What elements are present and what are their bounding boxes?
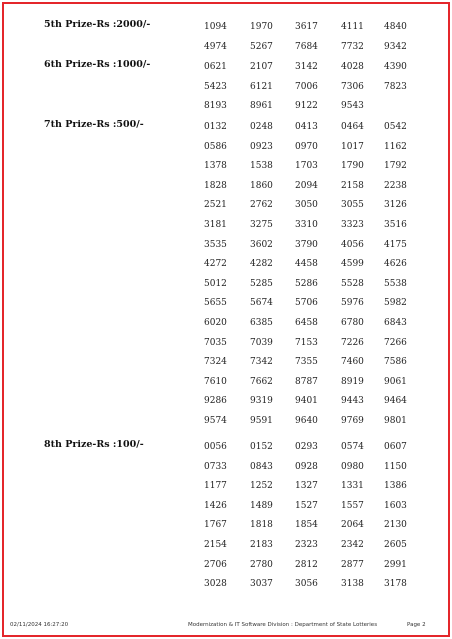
ticket-number: 0132 <box>204 122 227 132</box>
ticket-number: 5655 <box>204 298 227 309</box>
ticket-number: 7006 <box>295 81 318 92</box>
ticket-number: 4028 <box>341 62 364 72</box>
ticket-row <box>0 540 452 556</box>
prize-heading: 6th Prize-Rs :1000/- <box>44 59 151 70</box>
ticket-number: 7153 <box>295 337 318 348</box>
ticket-number: 5267 <box>250 41 273 52</box>
ticket-number: 2342 <box>341 540 364 550</box>
ticket-row <box>0 62 452 78</box>
ticket-number: 1703 <box>295 161 318 172</box>
ticket-number: 6385 <box>250 318 273 328</box>
ticket-number: 2094 <box>295 180 318 191</box>
ticket-number: 4626 <box>384 259 407 270</box>
ticket-number: 5285 <box>250 278 273 289</box>
ticket-number: 7306 <box>341 81 364 92</box>
ticket-number: 7266 <box>384 337 407 348</box>
ticket-number: 0733 <box>204 461 227 472</box>
ticket-number: 3056 <box>295 579 318 590</box>
ticket-number: 1489 <box>250 500 273 511</box>
ticket-row <box>0 442 452 458</box>
ticket-number: 3037 <box>250 579 273 590</box>
ticket-number: 9464 <box>384 396 407 407</box>
ticket-number: 5982 <box>384 298 407 309</box>
ticket-number: 1603 <box>384 500 407 511</box>
ticket-number: 3535 <box>204 239 227 250</box>
ticket-number: 0413 <box>295 122 318 132</box>
ticket-number: 5528 <box>341 278 364 289</box>
ticket-number: 1828 <box>204 180 227 191</box>
ticket-row <box>0 101 452 117</box>
ticket-number: 9640 <box>295 416 318 426</box>
ticket-number: 1790 <box>341 161 364 172</box>
ticket-number: 9443 <box>341 396 364 407</box>
ticket-number: 5976 <box>341 298 364 309</box>
ticket-number: 0248 <box>250 122 273 132</box>
ticket-number: 0970 <box>295 141 318 152</box>
ticket-number: 5423 <box>204 81 227 92</box>
ticket-number: 7662 <box>250 376 273 387</box>
footer-timestamp: 02/11/2024 16:27:20 <box>10 622 69 628</box>
ticket-number: 3323 <box>341 220 364 230</box>
ticket-row <box>0 181 452 197</box>
ticket-row <box>0 200 452 216</box>
ticket-number: 3050 <box>295 200 318 211</box>
ticket-row <box>0 481 452 497</box>
ticket-number: 4056 <box>341 239 364 250</box>
ticket-number: 6020 <box>204 318 227 328</box>
ticket-number: 9286 <box>204 396 227 407</box>
ticket-number: 2521 <box>204 200 227 211</box>
prize-heading: 7th Prize-Rs :500/- <box>44 119 144 130</box>
ticket-row <box>0 122 452 138</box>
ticket-row <box>0 357 452 373</box>
ticket-number: 9543 <box>341 101 364 112</box>
ticket-number: 0574 <box>341 442 364 452</box>
ticket-number: 2877 <box>341 559 364 570</box>
ticket-row <box>0 377 452 393</box>
ticket-row <box>0 259 452 275</box>
ticket-number: 9591 <box>250 416 273 426</box>
ticket-number: 8961 <box>250 101 273 112</box>
ticket-number: 7342 <box>250 357 273 368</box>
ticket-number: 7460 <box>341 357 364 368</box>
ticket-number: 6843 <box>384 318 407 328</box>
ticket-row <box>0 82 452 98</box>
ticket-number: 5538 <box>384 278 407 289</box>
ticket-number: 4974 <box>204 41 227 52</box>
ticket-number: 3617 <box>295 22 318 32</box>
ticket-number: 4458 <box>295 259 318 270</box>
ticket-number: 2991 <box>384 559 407 570</box>
footer-page-number: Page 2 <box>407 622 426 628</box>
ticket-number: 9801 <box>384 416 407 426</box>
ticket-number: 2706 <box>204 559 227 570</box>
ticket-number: 3028 <box>204 579 227 590</box>
ticket-number: 0056 <box>204 442 227 452</box>
ticket-number: 6458 <box>295 318 318 328</box>
ticket-row <box>0 560 452 576</box>
ticket-row <box>0 240 452 256</box>
ticket-number: 5286 <box>295 278 318 289</box>
ticket-number: 2130 <box>384 520 407 531</box>
ticket-number: 7684 <box>295 41 318 52</box>
ticket-number: 4599 <box>341 259 364 270</box>
ticket-number: 0980 <box>341 461 364 472</box>
ticket-number: 7226 <box>341 337 364 348</box>
ticket-number: 0621 <box>204 62 227 72</box>
ticket-number: 2238 <box>384 180 407 191</box>
ticket-number: 3275 <box>250 220 273 230</box>
ticket-number: 7355 <box>295 357 318 368</box>
ticket-row <box>0 22 452 38</box>
ticket-number: 1331 <box>341 481 364 492</box>
ticket-number: 3516 <box>384 220 407 230</box>
ticket-number: 1970 <box>250 22 273 32</box>
ticket-number: 3126 <box>384 200 407 211</box>
ticket-number: 1386 <box>384 481 407 492</box>
ticket-row <box>0 579 452 595</box>
ticket-number: 4390 <box>384 62 407 72</box>
ticket-number: 2064 <box>341 520 364 531</box>
ticket-number: 1538 <box>250 161 273 172</box>
ticket-number: 8919 <box>341 376 364 387</box>
ticket-number: 1860 <box>250 180 273 191</box>
ticket-number: 7039 <box>250 337 273 348</box>
ticket-number: 1818 <box>250 520 273 531</box>
ticket-number: 1252 <box>250 481 273 492</box>
ticket-number: 1854 <box>295 520 318 531</box>
ticket-number: 2107 <box>250 62 273 72</box>
ticket-number: 0923 <box>250 141 273 152</box>
ticket-number: 9401 <box>295 396 318 407</box>
ticket-row <box>0 520 452 536</box>
ticket-number: 0607 <box>384 442 407 452</box>
ticket-number: 7324 <box>204 357 227 368</box>
ticket-number: 9122 <box>295 101 318 112</box>
ticket-number: 1527 <box>295 500 318 511</box>
ticket-number: 5674 <box>250 298 273 309</box>
ticket-row <box>0 220 452 236</box>
ticket-row <box>0 142 452 158</box>
ticket-number: 2154 <box>204 540 227 550</box>
ticket-row <box>0 42 452 58</box>
ticket-number: 2323 <box>295 540 318 550</box>
ticket-number: 1426 <box>204 500 227 511</box>
ticket-row <box>0 416 452 432</box>
ticket-row <box>0 338 452 354</box>
ticket-row <box>0 161 452 177</box>
ticket-row <box>0 501 452 517</box>
ticket-number: 3602 <box>250 239 273 250</box>
ticket-number: 0542 <box>384 122 407 132</box>
ticket-number: 2158 <box>341 180 364 191</box>
ticket-number: 8787 <box>295 376 318 387</box>
ticket-number: 3138 <box>341 579 364 590</box>
ticket-number: 9342 <box>384 41 407 52</box>
ticket-row <box>0 298 452 314</box>
ticket-number: 0586 <box>204 141 227 152</box>
ticket-row <box>0 318 452 334</box>
ticket-number: 2812 <box>295 559 318 570</box>
ticket-number: 1017 <box>341 141 364 152</box>
ticket-row <box>0 279 452 295</box>
ticket-number: 4272 <box>204 259 227 270</box>
ticket-number: 2762 <box>250 200 273 211</box>
ticket-number: 9769 <box>341 416 364 426</box>
footer-division: Modernization & IT Software Division : Department of State Lotteries <box>188 622 378 628</box>
ticket-number: 7610 <box>204 376 227 387</box>
ticket-number: 3790 <box>295 239 318 250</box>
ticket-number: 2183 <box>250 540 273 550</box>
ticket-number: 0464 <box>341 122 364 132</box>
ticket-number: 7823 <box>384 81 407 92</box>
ticket-number: 1767 <box>204 520 227 531</box>
ticket-number: 1557 <box>341 500 364 511</box>
ticket-number: 7035 <box>204 337 227 348</box>
ticket-number: 3178 <box>384 579 407 590</box>
ticket-number: 4175 <box>384 239 407 250</box>
ticket-number: 0293 <box>295 442 318 452</box>
ticket-number: 3310 <box>295 220 318 230</box>
ticket-number: 3142 <box>295 62 318 72</box>
ticket-number: 1150 <box>384 461 407 472</box>
ticket-number: 4111 <box>341 22 364 32</box>
ticket-number: 6780 <box>341 318 364 328</box>
prize-heading: 8th Prize-Rs :100/- <box>44 439 144 450</box>
ticket-number: 5012 <box>204 278 227 289</box>
ticket-number: 2780 <box>250 559 273 570</box>
ticket-number: 9319 <box>250 396 273 407</box>
ticket-number: 1792 <box>384 161 407 172</box>
ticket-number: 9574 <box>204 416 227 426</box>
ticket-number: 1378 <box>204 161 227 172</box>
ticket-number: 1162 <box>384 141 407 152</box>
ticket-number: 0152 <box>250 442 273 452</box>
ticket-number: 3181 <box>204 220 227 230</box>
ticket-number: 7732 <box>341 41 364 52</box>
ticket-number: 0843 <box>250 461 273 472</box>
ticket-number: 5706 <box>295 298 318 309</box>
ticket-number: 4282 <box>250 259 273 270</box>
ticket-number: 8193 <box>204 101 227 112</box>
ticket-number: 9061 <box>384 376 407 387</box>
ticket-row <box>0 396 452 412</box>
ticket-number: 1094 <box>204 22 227 32</box>
ticket-number: 2605 <box>384 540 407 550</box>
ticket-number: 3055 <box>341 200 364 211</box>
ticket-number: 4840 <box>384 22 407 32</box>
ticket-number: 7586 <box>384 357 407 368</box>
ticket-number: 0928 <box>295 461 318 472</box>
ticket-row <box>0 462 452 478</box>
prize-heading: 5th Prize-Rs :2000/- <box>44 19 151 30</box>
ticket-number: 6121 <box>250 81 273 92</box>
ticket-number: 1327 <box>295 481 318 492</box>
ticket-number: 1177 <box>204 481 227 492</box>
